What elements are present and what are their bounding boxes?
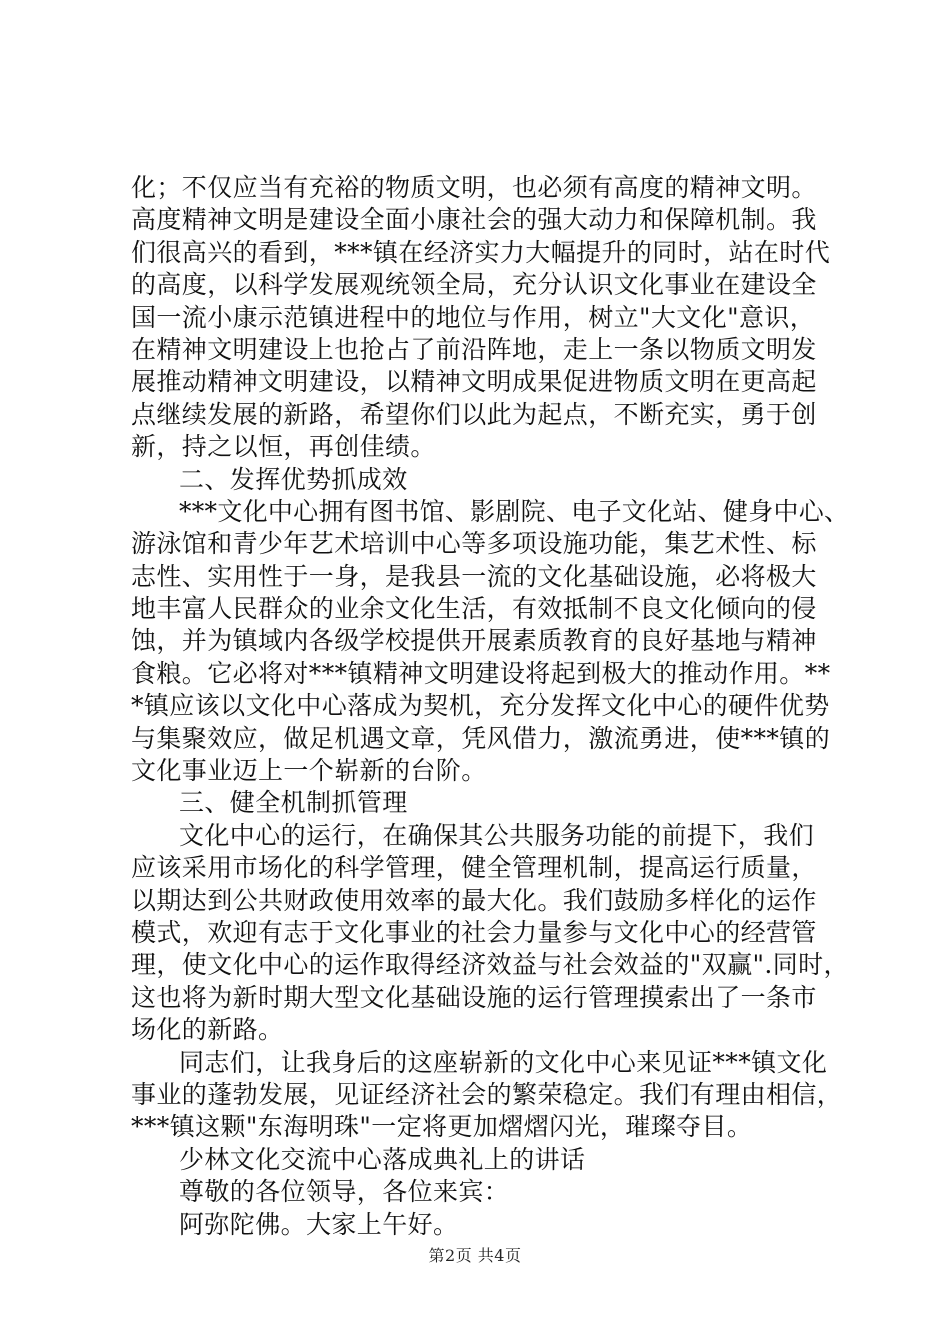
text-line: 场化的新路。	[131, 1015, 284, 1045]
text-line: 应该采用市场化的科学管理，健全管理机制，提高运行质量，	[131, 853, 817, 883]
text-line: 文化中心的运行，在确保其公共服务功能的前提下，我们	[179, 820, 815, 850]
text-line: 点继续发展的新路，希望你们以此为起点，不断充实，勇于创	[131, 399, 817, 429]
text-line: 与集聚效应，做足机遇文章，凭风借力，激流勇进，使***镇的	[131, 723, 831, 753]
text-line: 在精神文明建设上也抢占了前沿阵地，走上一条以物质文明发	[131, 334, 817, 364]
text-line: 阿弥陀佛。大家上午好。	[179, 1209, 459, 1239]
text-line: *镇应该以文化中心落成为契机，充分发挥文化中心的硬件优势	[131, 691, 830, 721]
text-line: ***文化中心拥有图书馆、影剧院、电子文化站、健身中心、	[179, 496, 850, 526]
text-line: ***镇这颗"东海明珠"一定将更加熠熠闪光，璀璨夺目。	[131, 1112, 753, 1142]
text-line: 理，使文化中心的运作取得经济效益与社会效益的"双赢".同时，	[131, 950, 849, 980]
text-line: 国一流小康示范镇进程中的地位与作用，树立"大文化"意识，	[131, 302, 816, 332]
text-line: 游泳馆和青少年艺术培训中心等多项设施功能，集艺术性、标	[131, 529, 817, 559]
text-line: 以期达到公共财政使用效率的最大化。我们鼓励多样化的运作	[131, 885, 817, 915]
text-line: 地丰富人民群众的业余文化生活，有效抵制不良文化倾向的侵	[131, 594, 817, 624]
text-line: 高度精神文明是建设全面小康社会的强大动力和保障机制。我	[131, 205, 817, 235]
text-line: 事业的蓬勃发展，见证经济社会的繁荣稳定。我们有理由相信，	[131, 1079, 843, 1109]
text-line: 文化事业迈上一个崭新的台阶。	[131, 756, 487, 786]
text-line: 食粮。它必将对***镇精神文明建设将起到极大的推动作用。**	[131, 658, 831, 688]
text-line: 模式，欢迎有志于文化事业的社会力量参与文化中心的经营管	[131, 917, 817, 947]
text-line: 少林文化交流中心落成典礼上的讲话	[179, 1144, 586, 1174]
document-body	[131, 172, 851, 1241]
page-footer: 第2页 共4页	[428, 1246, 522, 1265]
text-line: 新，持之以恒，再创佳绩。	[131, 432, 436, 462]
text-line: 展推动精神文明建设，以精神文明成果促进物质文明在更高起	[131, 367, 817, 397]
text-line: 志性、实用性于一身，是我县一流的文化基础设施，必将极大	[131, 561, 817, 591]
text-line: 二、发挥优势抓成效	[179, 464, 408, 494]
text-line: 们很高兴的看到，***镇在经济实力大幅提升的同时，站在时代	[131, 237, 831, 267]
text-line: 同志们，让我身后的这座崭新的文化中心来见证***镇文化	[179, 1047, 828, 1077]
text-line: 的高度，以科学发展观统领全局，充分认识文化事业在建设全	[131, 270, 817, 300]
text-line: 尊敬的各位领导，各位来宾：	[179, 1177, 510, 1207]
text-line: 化；不仅应当有充裕的物质文明，也必须有高度的精神文明。	[131, 173, 817, 202]
text-line: 这也将为新时期大型文化基础设施的运行管理摸索出了一条市	[131, 982, 817, 1012]
text-line: 蚀，并为镇域内各级学校提供开展素质教育的良好基地与精神	[131, 626, 817, 656]
text-line: 三、健全机制抓管理	[179, 788, 408, 818]
